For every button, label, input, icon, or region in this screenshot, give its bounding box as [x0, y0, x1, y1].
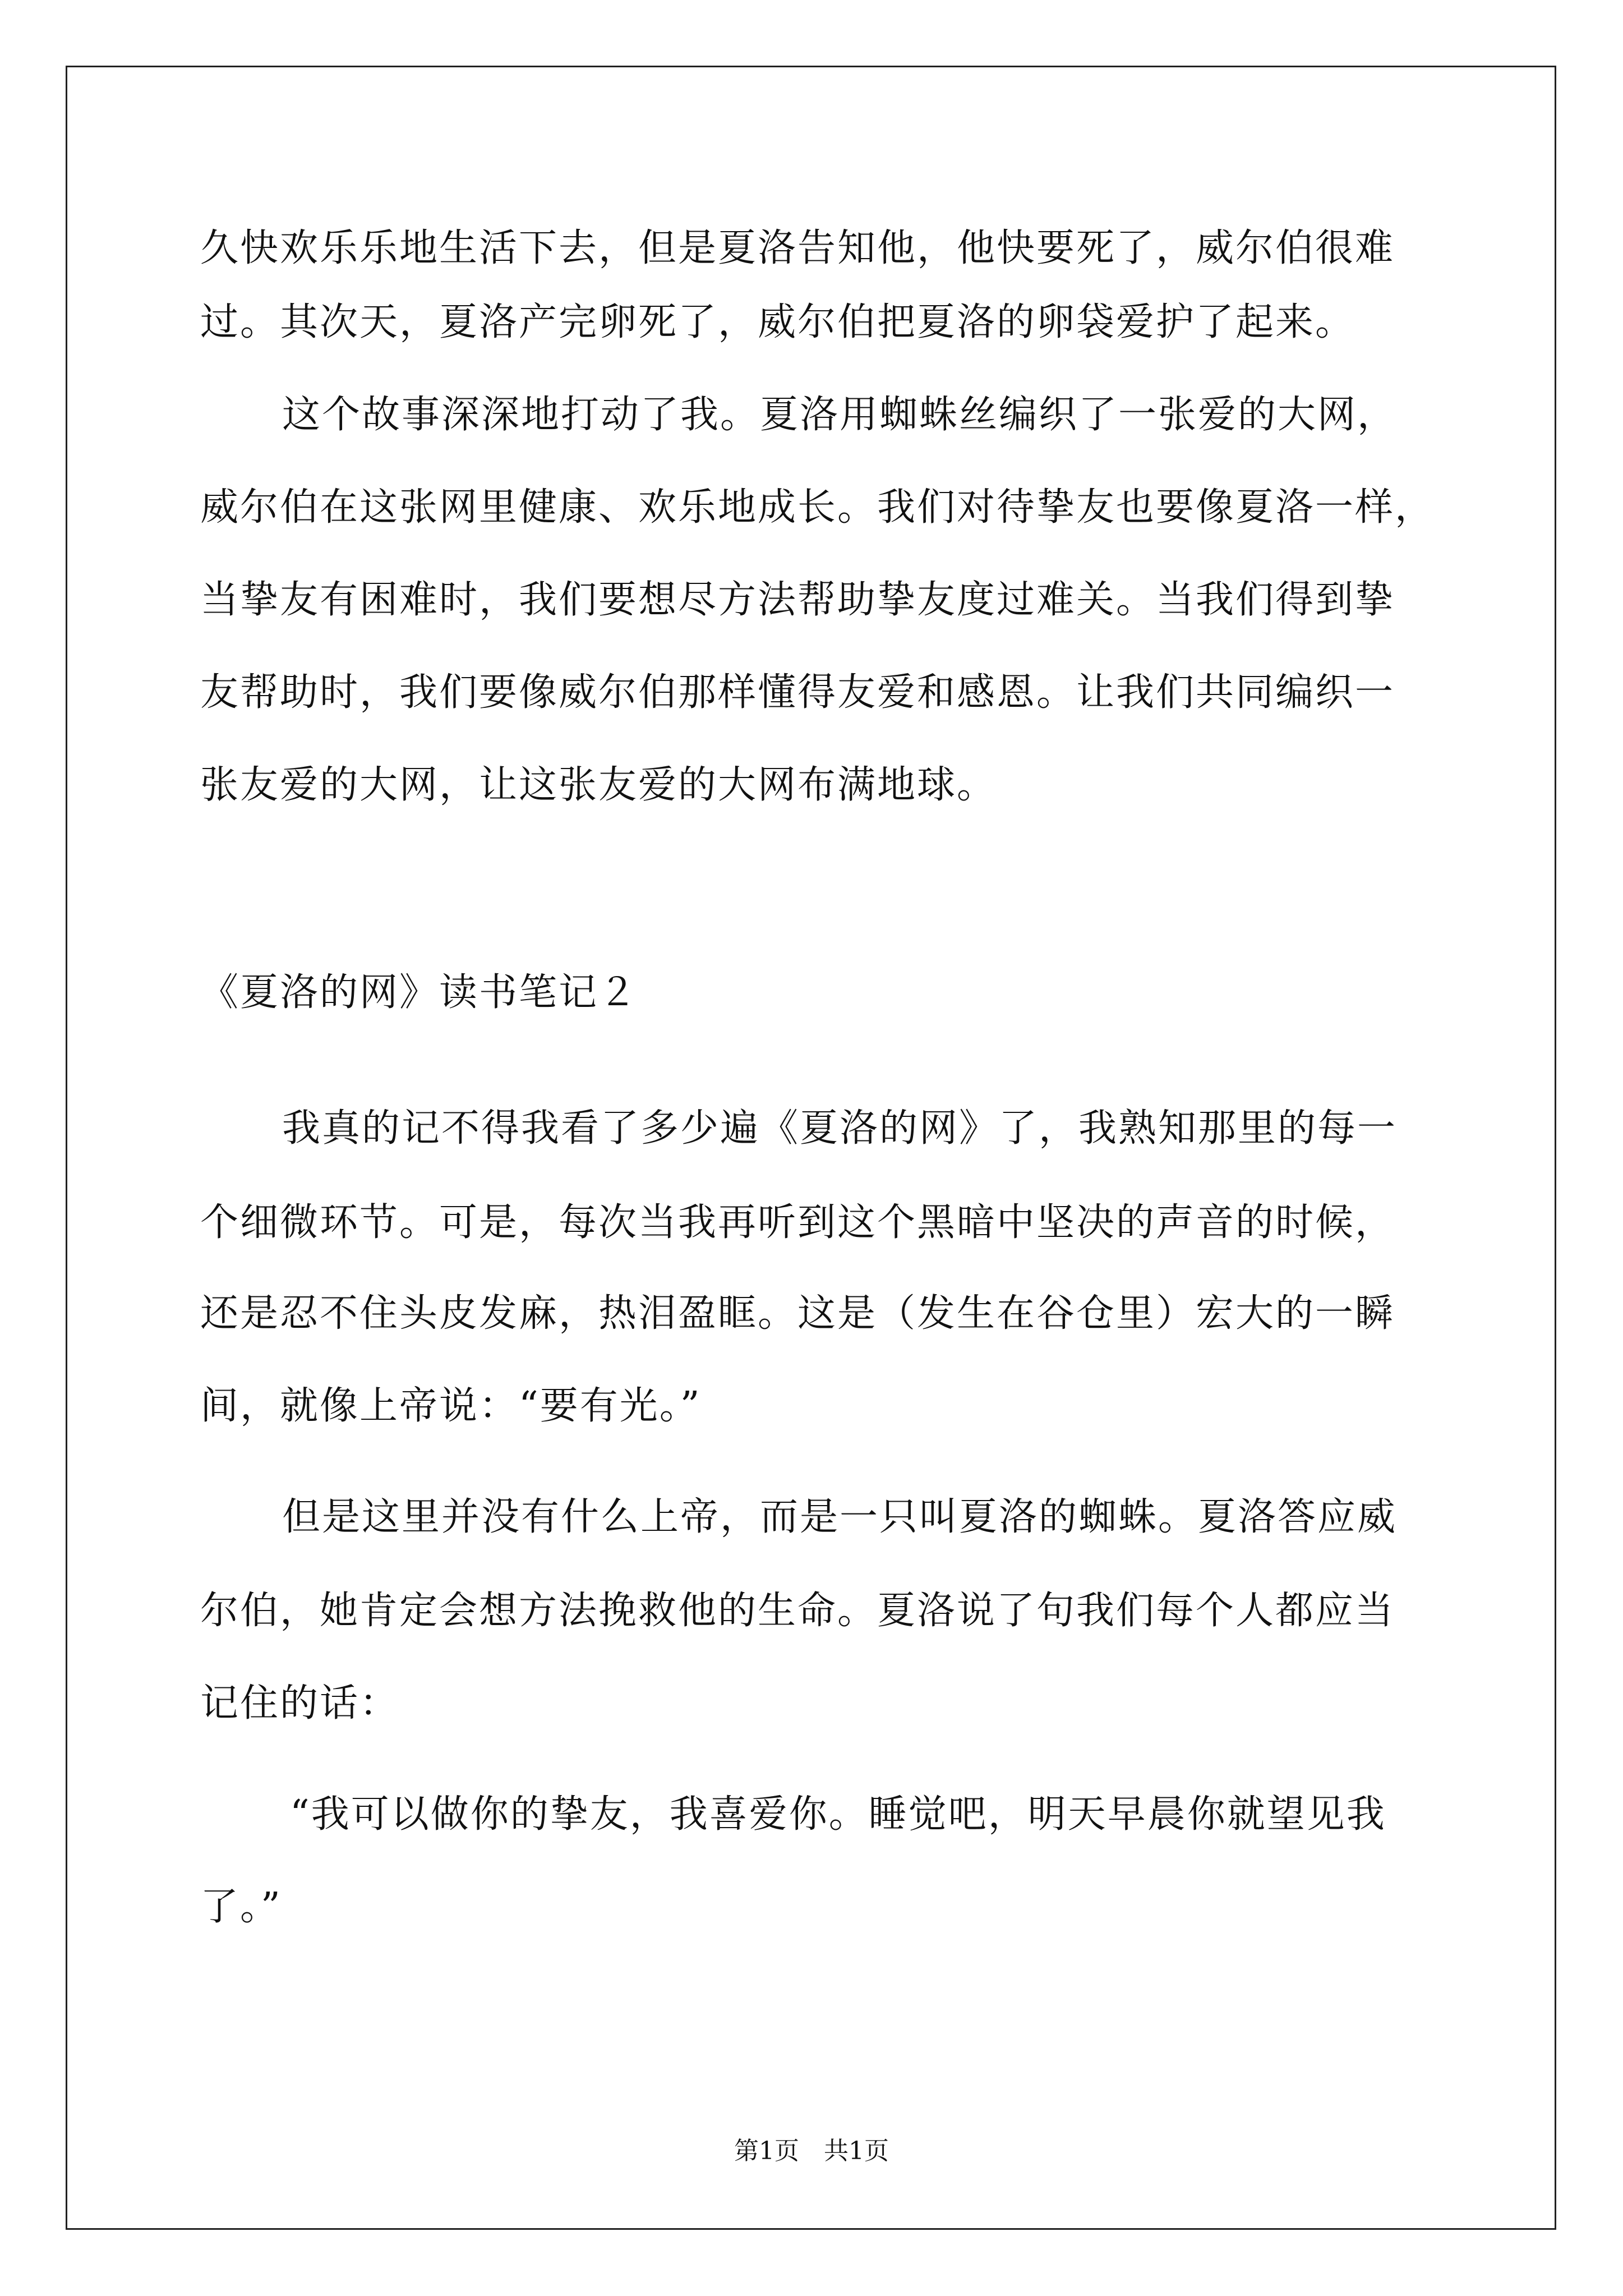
- body-line: 但是这里并没有什么上帝，而是一只叫夏洛的蜘蛛。夏洛答应威: [282, 1495, 1398, 1539]
- body-line: 久快欢乐乐地生活下去，但是夏洛告知他，他快要死了，威尔伯很难: [200, 226, 1395, 270]
- body-line: 当挚友有困难时，我们要想尽方法帮助挚友度过难关。当我们得到挚: [200, 578, 1395, 622]
- page-footer: 第1页 共1页: [734, 2137, 889, 2165]
- body-line: 个细微环节。可是，每次当我再听到这个黑暗中坚决的声音的时候，: [200, 1200, 1395, 1245]
- body-line: 我真的记不得我看了多少遍《夏洛的网》了，我熟知那里的每一: [282, 1106, 1398, 1151]
- body-line: 了。”: [200, 1885, 282, 1929]
- body-line: 过。其次天，夏洛产完卵死了，威尔伯把夏洛的卵袋爱护了起来。: [200, 300, 1355, 344]
- body-line: 记住的话：: [200, 1681, 400, 1726]
- body-line: 威尔伯在这张网里健康、欢乐地成长。我们对待挚友也要像夏洛一样，: [200, 485, 1435, 530]
- body-line: 尔伯，她肯定会想方法挽救他的生命。夏洛说了句我们每个人都应当: [200, 1589, 1395, 1633]
- body-line: 这个故事深深地打动了我。夏洛用蜘蛛丝编织了一张爱的大网，: [282, 393, 1398, 437]
- body-line: 张友爱的大网，让这张友爱的大网布满地球。: [200, 763, 997, 807]
- body-line: “我可以做你的挚友，我喜爱你。睡觉吧，明天早晨你就望见我: [290, 1792, 1386, 1837]
- body-line: 友帮助时，我们要像威尔伯那样懂得友爱和感恩。让我们共同编织一: [200, 670, 1395, 715]
- section-heading: 《夏洛的网》读书笔记２: [200, 970, 639, 1015]
- body-line: 还是忍不住头皮发麻，热泪盈眶。这是（发生在谷仓里）宏大的一瞬: [200, 1291, 1395, 1336]
- body-line: 间，就像上帝说：“要有光。”: [200, 1384, 702, 1428]
